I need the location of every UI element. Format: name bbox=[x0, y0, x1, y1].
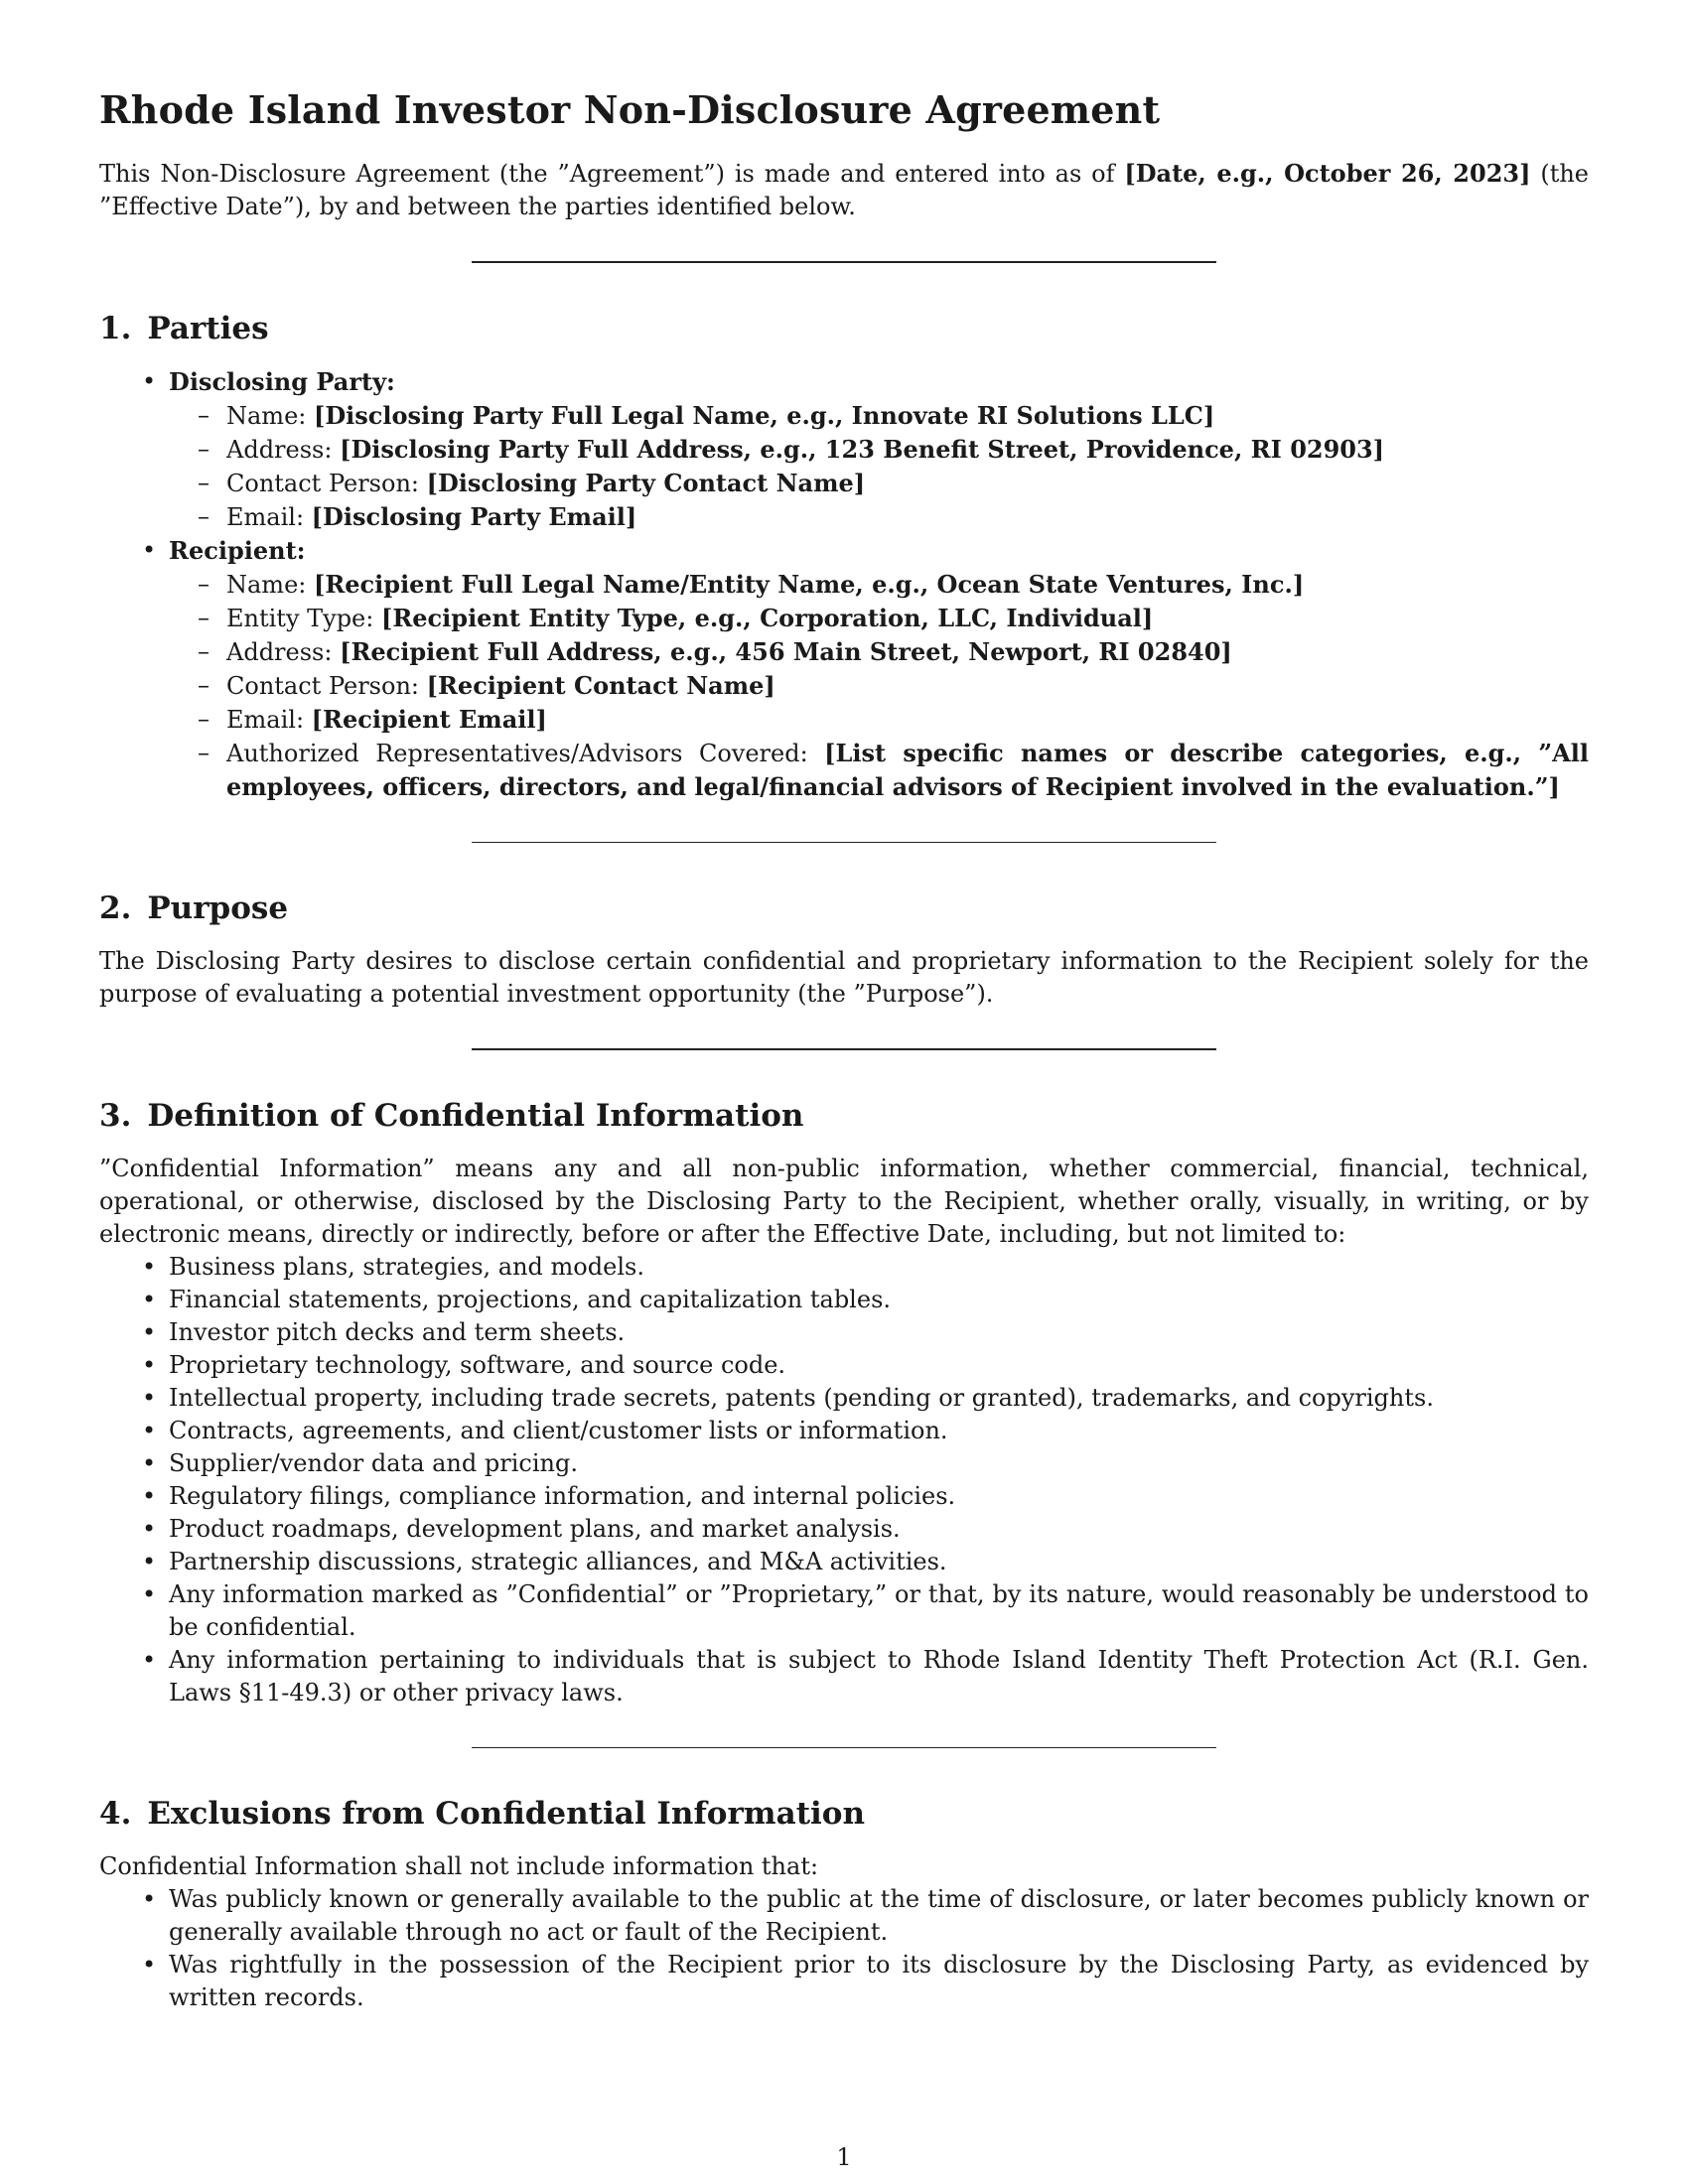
recipient-name-field bbox=[226, 568, 1589, 602]
document-title: Rhode Island Investor Non-Disclosure Agreement bbox=[99, 87, 1161, 132]
disclosing-party-label: Disclosing Party: bbox=[169, 366, 395, 396]
recipient-address-field bbox=[226, 635, 1589, 669]
list-item: • Intellectual property, including trade secrets, patents (pending or granted), trademarks, and copyrights. bbox=[169, 1382, 1589, 1415]
section-heading-parties bbox=[99, 311, 1589, 347]
field-label: Email: bbox=[226, 705, 312, 734]
list-item: • Regulatory filings, compliance information, and internal policies. bbox=[169, 1480, 1589, 1513]
section-number: 1. bbox=[99, 310, 132, 346]
list-item: • Any information pertaining to individuals that is subject to Rhode Island Identity Theft Protection Act (R.I. Gen. Laws §11-49.3) or other privacy laws. bbox=[169, 1644, 1589, 1709]
field-label: Contact Person: bbox=[226, 469, 427, 497]
confidential-info-list bbox=[99, 1251, 1589, 1709]
field-value: [Disclosing Party Full Legal Name, e.g., Innovate RI Solutions LLC] bbox=[313, 400, 1215, 430]
list-item: • Any information marked as ”Confidential” or ”Proprietary,” or that, by its nature, would reasonably be understood to be confidential. bbox=[169, 1578, 1589, 1644]
field-value: [Recipient Email] bbox=[311, 704, 547, 734]
disclosing-email-field bbox=[226, 500, 1589, 534]
list-item: • Was rightfully in the possession of the Recipient prior to its disclosure by the Disclosing Party, as evidenced by written records. bbox=[169, 1949, 1589, 2014]
recipient-contact-field bbox=[226, 669, 1589, 703]
field-label: Address: bbox=[226, 637, 341, 666]
field-value: [Disclosing Party Full Address, e.g., 123 Benefit Street, Providence, RI 02903] bbox=[340, 434, 1385, 464]
section-divider bbox=[472, 842, 1216, 843]
list-item: • Partnership discussions, strategic alliances, and M&A activities. bbox=[169, 1546, 1589, 1578]
section-title: Definition of Confidential Information bbox=[147, 1097, 804, 1134]
section-heading-exclusions bbox=[99, 1796, 1589, 1833]
list-item: • Financial statements, projections, and capitalization tables. bbox=[169, 1284, 1589, 1316]
section-divider bbox=[472, 1747, 1216, 1748]
section-divider bbox=[472, 261, 1216, 263]
intro-text-2: (the ”Effective Date”), by and between the parties identified below. bbox=[99, 159, 1589, 220]
parties-list bbox=[99, 365, 1589, 804]
field-label: Entity Type: bbox=[226, 604, 381, 632]
disclosing-name-field bbox=[226, 399, 1589, 433]
disclosing-address-field bbox=[226, 433, 1589, 467]
section-heading-definition bbox=[99, 1098, 1589, 1135]
field-value: [Disclosing Party Email] bbox=[311, 501, 637, 531]
recipient-representatives-field bbox=[226, 737, 1589, 804]
document-page bbox=[99, 87, 1589, 2014]
recipient-fields bbox=[169, 568, 1589, 804]
list-item: • Supplier/vendor data and pricing. bbox=[169, 1447, 1589, 1480]
section-heading-purpose bbox=[99, 890, 1589, 927]
exclusions-paragraph: Confidential Information shall not include information that: bbox=[99, 1852, 819, 1881]
field-value: [Recipient Contact Name] bbox=[426, 670, 775, 700]
field-label: Address: bbox=[226, 435, 341, 464]
list-item: • Contracts, agreements, and client/customer lists or information. bbox=[169, 1415, 1589, 1447]
field-value: [Recipient Entity Type, e.g., Corporation, LLC, Individual] bbox=[380, 603, 1154, 632]
intro-paragraph bbox=[99, 157, 1589, 223]
section-number: 4. bbox=[99, 1796, 132, 1833]
field-value: [Recipient Full Legal Name/Entity Name, e.g., Ocean State Ventures, Inc.] bbox=[313, 569, 1305, 599]
field-label: Authorized Representatives/Advisors Covered: bbox=[226, 739, 825, 767]
recipient-label: Recipient: bbox=[169, 535, 306, 565]
list-item: • Business plans, strategies, and models. bbox=[169, 1251, 1589, 1284]
field-label: Contact Person: bbox=[226, 671, 427, 700]
section-number: 3. bbox=[99, 1097, 132, 1134]
field-value: [List specific names or describe categories, e.g., ”All employees, officers, directors, and legal/financial advisors of Recipient involved in the evaluation.”] bbox=[226, 738, 1589, 801]
field-label: Name: bbox=[226, 401, 314, 430]
exclusions-list bbox=[99, 1883, 1589, 2014]
field-value: [Disclosing Party Contact Name] bbox=[426, 468, 866, 497]
field-value: [Recipient Full Address, e.g., 456 Main Street, Newport, RI 02840] bbox=[340, 636, 1232, 666]
section-title: Purpose bbox=[147, 889, 289, 926]
disclosing-party-fields bbox=[169, 399, 1589, 534]
disclosing-party-item bbox=[169, 365, 1589, 534]
field-label: Email: bbox=[226, 502, 312, 531]
definition-paragraph: ”Confidential Information” means any and all non-public information, whether commercial, financial, technical, operational, or otherwise, disclosed by the Disclosing Party to the Recipient, whether orally, visually, in writing, or by electronic means, directly or indirectly, before or after the Effective Date, including, but not limited to: bbox=[99, 1155, 1589, 1249]
disclosing-contact-field bbox=[226, 467, 1589, 500]
recipient-item bbox=[169, 534, 1589, 804]
list-item: • Was publicly known or generally available to the public at the time of disclosure, or later becomes publicly known or generally available through no act or fault of the Recipient. bbox=[169, 1883, 1589, 1949]
section-title: Exclusions from Confidential Information bbox=[147, 1796, 866, 1833]
date-placeholder: [Date, e.g., October 26, 2023] bbox=[1124, 158, 1531, 188]
page-number: 1 bbox=[836, 2143, 852, 2171]
purpose-paragraph: The Disclosing Party desires to disclose certain confidential and proprietary information to the Recipient solely for the purpose of evaluating a potential investment opportunity (the ”Purpose”). bbox=[99, 946, 1589, 1008]
list-item: • Product roadmaps, development plans, and market analysis. bbox=[169, 1513, 1589, 1546]
intro-text-1: This Non-Disclosure Agreement (the ”Agreement”) is made and entered into as of bbox=[99, 159, 1125, 188]
field-label: Name: bbox=[226, 570, 314, 599]
section-divider bbox=[472, 1048, 1216, 1050]
section-title: Parties bbox=[147, 310, 269, 346]
list-item: • Investor pitch decks and term sheets. bbox=[169, 1316, 1589, 1349]
list-item: • Proprietary technology, software, and source code. bbox=[169, 1349, 1589, 1382]
recipient-entity-type-field bbox=[226, 602, 1589, 635]
section-number: 2. bbox=[99, 889, 132, 926]
recipient-email-field bbox=[226, 703, 1589, 737]
